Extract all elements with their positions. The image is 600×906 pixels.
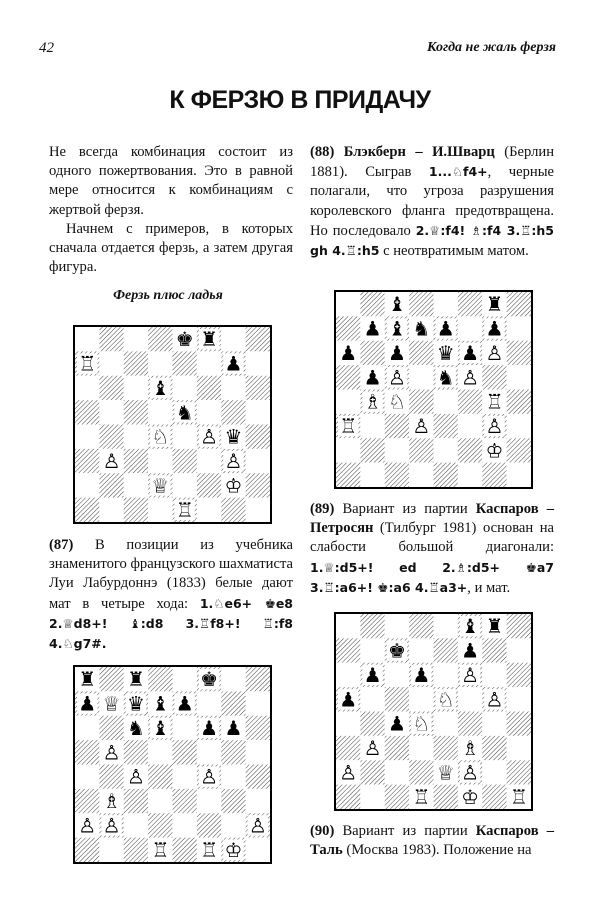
dark-square — [124, 498, 148, 522]
light-square — [336, 663, 360, 687]
light-square — [148, 400, 172, 424]
dark-square — [246, 327, 270, 351]
example-89-number: (89) — [310, 501, 335, 517]
chess-piece-b5: ♙ — [102, 740, 121, 765]
chessboard-87 — [73, 325, 272, 524]
chess-piece-b3: ♙ — [102, 449, 121, 474]
chess-piece-g7: ♟ — [485, 316, 504, 341]
light-square — [385, 438, 409, 462]
light-square — [360, 463, 384, 487]
dark-square — [482, 463, 506, 487]
chess-piece-d6: ♝ — [151, 375, 170, 400]
dark-square — [221, 789, 245, 813]
light-square — [409, 365, 433, 389]
chess-piece-g8: ♜ — [485, 292, 504, 317]
dark-square — [507, 712, 531, 736]
light-square — [221, 667, 245, 691]
dark-square — [221, 691, 245, 715]
dark-square — [434, 638, 458, 662]
light-square — [434, 438, 458, 462]
dark-square — [99, 376, 123, 400]
chess-piece-e7: ♟ — [175, 691, 194, 716]
dark-square — [124, 789, 148, 813]
light-square — [173, 667, 197, 691]
page-number: 42 — [39, 40, 54, 56]
chess-piece-g4: ♖ — [485, 389, 504, 414]
example-89-players: Каспаров – Петросян — [310, 501, 555, 537]
light-square — [507, 736, 531, 760]
dark-square — [173, 789, 197, 813]
light-square — [360, 638, 384, 662]
dark-square — [360, 712, 384, 736]
example-87-text-2: (1833) белые дают мат в четыре хода: — [49, 575, 293, 612]
light-square — [124, 376, 148, 400]
intro-paragraph-2: Начнем с примеров, в которых сначала отдается ферзь, а затем другая фигура. — [49, 220, 293, 276]
chess-piece-f7: ♟ — [461, 638, 480, 663]
dark-square — [75, 449, 99, 473]
dark-square — [336, 365, 360, 389]
example-88-moves: 2.♕:f4! ♗:f4 3.♖:h5 gh 4.♖:h5 — [310, 222, 554, 259]
light-square — [246, 740, 270, 764]
dark-square — [148, 813, 172, 837]
dark-square — [124, 838, 148, 862]
light-square — [197, 498, 221, 522]
light-square — [173, 425, 197, 449]
dark-square — [482, 736, 506, 760]
light-square — [124, 425, 148, 449]
light-square — [336, 438, 360, 462]
dark-square — [246, 376, 270, 400]
chess-piece-a6: ♟ — [339, 340, 358, 365]
chess-piece-h1: ♖ — [509, 784, 528, 809]
example-87-author: Луи Лабурдоннэ — [49, 575, 158, 592]
example-87-number: (87) — [49, 537, 74, 553]
dark-square — [385, 785, 409, 809]
dark-square — [409, 438, 433, 462]
light-square — [409, 736, 433, 760]
light-square — [385, 663, 409, 687]
dark-square — [246, 765, 270, 789]
light-square — [99, 838, 123, 862]
light-square — [360, 785, 384, 809]
dark-square — [75, 789, 99, 813]
dark-square — [360, 614, 384, 638]
chessboard-88 — [334, 290, 533, 489]
example-88-players: Блэкберн – И.Шварц — [334, 144, 495, 160]
chess-piece-d1: ♖ — [151, 837, 170, 862]
light-square — [507, 638, 531, 662]
light-square — [173, 473, 197, 497]
example-87-text-1: В позиции из учебника знаменитого французского шахматиста — [49, 537, 293, 573]
light-square — [148, 740, 172, 764]
chess-piece-f2: ♙ — [461, 760, 480, 785]
intro-paragraph-1: Не всегда комбинация состоит из одного пожертвования. Это в равной мере относится к комбинациям с жертвой ферзя. — [49, 144, 293, 218]
chess-piece-d7: ♞ — [412, 316, 431, 341]
dark-square — [173, 740, 197, 764]
dark-square — [409, 292, 433, 316]
chess-piece-g5: ♙ — [485, 687, 504, 712]
dark-square — [197, 473, 221, 497]
light-square — [507, 365, 531, 389]
chess-piece-c6: ♞ — [126, 715, 145, 740]
light-square — [197, 740, 221, 764]
chess-piece-e5: ♞ — [175, 400, 194, 425]
chess-piece-d6: ♝ — [151, 715, 170, 740]
example-88-text-2: , черные полагали, что угроза разрушения королевского фланга предотвращена. Но последовало — [310, 164, 554, 239]
dark-square — [409, 341, 433, 365]
light-square — [336, 712, 360, 736]
light-square — [124, 327, 148, 351]
intro-text — [49, 143, 293, 277]
example-90-text-2: (Москва 1983). Положение на — [342, 842, 532, 859]
light-square — [434, 663, 458, 687]
example-89-text-1: Вариант из партии — [334, 501, 476, 517]
example-87-moves: 1.♘e6+ ♚e8 2.♕d8+! ♝:d8 3.♖f8+! ♖:f8 4.♘g7#. — [49, 595, 293, 652]
running-title: Когда не жаль ферзя — [426, 40, 556, 55]
light-square — [434, 712, 458, 736]
dark-square — [99, 327, 123, 351]
dark-square — [360, 341, 384, 365]
chess-piece-c5: ♙ — [387, 365, 406, 390]
chess-piece-e5: ♞ — [436, 365, 455, 390]
dark-square — [507, 760, 531, 784]
chess-piece-f3: ♗ — [461, 736, 480, 761]
example-90-players: Каспаров – Таль — [310, 823, 555, 859]
dark-square — [124, 449, 148, 473]
light-square — [409, 463, 433, 487]
dark-square — [124, 351, 148, 375]
chess-piece-a2: ♙ — [78, 813, 97, 838]
light-square — [482, 712, 506, 736]
dark-square — [75, 740, 99, 764]
example-87-text — [49, 536, 293, 654]
example-89-moves: 1.♕:d5+! ed 2.♗:d5+ ♚a7 3.♖:a6+! ♚:a6 4.♖a3+ — [310, 559, 554, 595]
chess-piece-f6: ♟ — [200, 715, 219, 740]
example-88-move-1: 1...♘f4+ — [428, 164, 488, 180]
chess-piece-h2: ♙ — [248, 813, 267, 838]
chess-piece-d6: ♟ — [412, 662, 431, 687]
dark-square — [507, 341, 531, 365]
chess-piece-c7: ♝ — [387, 316, 406, 341]
dark-square — [507, 292, 531, 316]
dark-square — [360, 760, 384, 784]
dark-square — [99, 667, 123, 691]
dark-square — [124, 400, 148, 424]
chess-piece-g2: ♔ — [224, 473, 243, 498]
dark-square — [75, 838, 99, 862]
example-90-text-1: Вариант из партии — [334, 823, 476, 839]
chess-piece-g6: ♙ — [485, 340, 504, 365]
chess-piece-b3: ♙ — [363, 736, 382, 761]
dark-square — [148, 765, 172, 789]
light-square — [434, 614, 458, 638]
chess-piece-e8: ♚ — [175, 327, 194, 352]
light-square — [434, 292, 458, 316]
dark-square — [507, 438, 531, 462]
dark-square — [75, 400, 99, 424]
light-square — [221, 376, 245, 400]
dark-square — [385, 463, 409, 487]
subheading: Ферзь плюс ладья — [113, 288, 223, 303]
chess-piece-c8: ♝ — [387, 292, 406, 317]
chess-piece-b2: ♙ — [102, 813, 121, 838]
light-square — [197, 400, 221, 424]
dark-square — [336, 316, 360, 340]
chess-piece-b7: ♕ — [102, 691, 121, 716]
chess-piece-b4: ♗ — [363, 389, 382, 414]
dark-square — [336, 463, 360, 487]
chess-piece-c4: ♙ — [126, 764, 145, 789]
example-89-text-3: , и мат. — [467, 579, 511, 596]
light-square — [124, 813, 148, 837]
example-90-text — [310, 822, 554, 860]
dark-square — [458, 390, 482, 414]
light-square — [482, 760, 506, 784]
light-square — [246, 498, 270, 522]
light-square — [99, 498, 123, 522]
dark-square — [458, 292, 482, 316]
dark-square — [385, 736, 409, 760]
light-square — [385, 760, 409, 784]
light-square — [99, 351, 123, 375]
dark-square — [148, 667, 172, 691]
dark-square — [99, 716, 123, 740]
chess-piece-g6: ♟ — [224, 715, 243, 740]
light-square — [360, 687, 384, 711]
example-88-text-3: с неотвратимым матом. — [379, 243, 529, 260]
dark-square — [482, 785, 506, 809]
light-square — [75, 716, 99, 740]
light-square — [458, 414, 482, 438]
chess-piece-a7: ♟ — [78, 691, 97, 716]
light-square — [458, 463, 482, 487]
dark-square — [336, 638, 360, 662]
chess-piece-d7: ♝ — [151, 691, 170, 716]
chess-piece-f5: ♙ — [461, 365, 480, 390]
dark-square — [148, 327, 172, 351]
chess-piece-f1: ♔ — [461, 784, 480, 809]
chess-piece-f4: ♙ — [200, 764, 219, 789]
chess-piece-d4: ♘ — [151, 424, 170, 449]
light-square — [221, 765, 245, 789]
dark-square — [507, 614, 531, 638]
dark-square — [409, 390, 433, 414]
light-square — [75, 425, 99, 449]
dark-square — [385, 687, 409, 711]
dark-square — [221, 498, 245, 522]
chessboard-89 — [73, 665, 272, 864]
chess-piece-f6: ♙ — [461, 662, 480, 687]
dark-square — [197, 376, 221, 400]
dark-square — [336, 785, 360, 809]
dark-square — [434, 785, 458, 809]
chess-piece-e2: ♕ — [436, 760, 455, 785]
light-square — [221, 327, 245, 351]
chess-piece-e1: ♖ — [175, 497, 194, 522]
chess-piece-e6: ♛ — [436, 340, 455, 365]
light-square — [221, 813, 245, 837]
dark-square — [75, 498, 99, 522]
section-title: К ФЕРЗЮ В ПРИДАЧУ — [169, 86, 431, 114]
light-square — [482, 663, 506, 687]
dark-square — [99, 473, 123, 497]
chess-piece-e5: ♘ — [436, 687, 455, 712]
dark-square — [124, 740, 148, 764]
chess-piece-e7: ♟ — [436, 316, 455, 341]
chessboard-90 — [334, 612, 533, 811]
light-square — [458, 316, 482, 340]
chess-piece-c7: ♚ — [387, 638, 406, 663]
chess-piece-g4: ♛ — [224, 424, 243, 449]
chess-piece-g7: ♟ — [224, 351, 243, 376]
chess-piece-f8: ♝ — [461, 614, 480, 639]
dark-square — [173, 449, 197, 473]
dark-square — [360, 292, 384, 316]
light-square — [75, 327, 99, 351]
light-square — [75, 765, 99, 789]
chess-piece-f6: ♟ — [461, 340, 480, 365]
chess-piece-a5: ♟ — [339, 687, 358, 712]
chess-piece-d2: ♕ — [151, 473, 170, 498]
chess-piece-g8: ♜ — [485, 614, 504, 639]
light-square — [173, 813, 197, 837]
light-square — [434, 390, 458, 414]
light-square — [409, 687, 433, 711]
example-90-number: (90) — [310, 823, 335, 839]
dark-square — [458, 438, 482, 462]
light-square — [336, 614, 360, 638]
dark-square — [99, 425, 123, 449]
dark-square — [173, 838, 197, 862]
chess-piece-g3: ♙ — [224, 449, 243, 474]
dark-square — [246, 425, 270, 449]
chess-piece-f1: ♖ — [200, 837, 219, 862]
light-square — [173, 376, 197, 400]
light-square — [385, 614, 409, 638]
chess-piece-b5: ♟ — [363, 365, 382, 390]
dark-square — [434, 463, 458, 487]
chess-piece-f8: ♜ — [200, 327, 219, 352]
dark-square — [246, 667, 270, 691]
light-square — [409, 638, 433, 662]
chess-piece-a7: ♖ — [78, 351, 97, 376]
dark-square — [482, 365, 506, 389]
light-square — [507, 316, 531, 340]
light-square — [246, 789, 270, 813]
dark-square — [99, 765, 123, 789]
light-square — [197, 691, 221, 715]
light-square — [507, 463, 531, 487]
dark-square — [360, 438, 384, 462]
light-square — [197, 449, 221, 473]
light-square — [197, 351, 221, 375]
dark-square — [434, 736, 458, 760]
chess-piece-c6: ♟ — [387, 340, 406, 365]
dark-square — [409, 614, 433, 638]
chess-piece-g1: ♔ — [224, 837, 243, 862]
light-square — [173, 765, 197, 789]
chess-piece-a8: ♜ — [78, 667, 97, 692]
chess-piece-f4: ♙ — [200, 424, 219, 449]
light-square — [148, 449, 172, 473]
chess-piece-c8: ♜ — [126, 667, 145, 692]
dark-square — [385, 414, 409, 438]
example-88-number: (88) — [310, 144, 335, 160]
dark-square — [507, 663, 531, 687]
example-88-text — [310, 143, 554, 261]
chess-piece-b7: ♟ — [363, 316, 382, 341]
dark-square — [482, 638, 506, 662]
light-square — [246, 838, 270, 862]
dark-square — [409, 760, 433, 784]
dark-square — [246, 716, 270, 740]
light-square — [197, 789, 221, 813]
chess-piece-a3: ♖ — [339, 414, 358, 439]
light-square — [75, 473, 99, 497]
light-square — [360, 414, 384, 438]
light-square — [246, 691, 270, 715]
chess-piece-c7: ♛ — [126, 691, 145, 716]
chess-piece-a2: ♙ — [339, 760, 358, 785]
chess-piece-b3: ♗ — [102, 789, 121, 814]
light-square — [507, 414, 531, 438]
light-square — [148, 351, 172, 375]
light-square — [246, 449, 270, 473]
light-square — [99, 400, 123, 424]
dark-square — [197, 813, 221, 837]
light-square — [336, 292, 360, 316]
light-square — [246, 351, 270, 375]
light-square — [458, 687, 482, 711]
chess-piece-b6: ♟ — [363, 662, 382, 687]
dark-square — [458, 712, 482, 736]
chess-piece-d1: ♖ — [412, 784, 431, 809]
light-square — [173, 716, 197, 740]
dark-square — [336, 736, 360, 760]
example-89-text — [310, 500, 554, 598]
example-88-text-1: (Берлин 1881). Сыграв — [310, 144, 555, 181]
chess-piece-c4: ♟ — [387, 711, 406, 736]
dark-square — [221, 400, 245, 424]
chess-piece-d3: ♙ — [412, 414, 431, 439]
dark-square — [507, 390, 531, 414]
chess-piece-d4: ♘ — [412, 711, 431, 736]
light-square — [336, 390, 360, 414]
dark-square — [434, 414, 458, 438]
chess-piece-g2: ♔ — [485, 438, 504, 463]
light-square — [148, 498, 172, 522]
light-square — [124, 473, 148, 497]
dark-square — [173, 351, 197, 375]
light-square — [507, 687, 531, 711]
light-square — [75, 376, 99, 400]
chess-piece-c4: ♘ — [387, 389, 406, 414]
chess-piece-g3: ♙ — [485, 414, 504, 439]
light-square — [246, 400, 270, 424]
example-89-text-2: (Тилбург 1981) основан на слабости большой диагонали: — [310, 520, 554, 556]
light-square — [148, 789, 172, 813]
dark-square — [221, 740, 245, 764]
dark-square — [246, 473, 270, 497]
chess-piece-f8: ♚ — [200, 667, 219, 692]
